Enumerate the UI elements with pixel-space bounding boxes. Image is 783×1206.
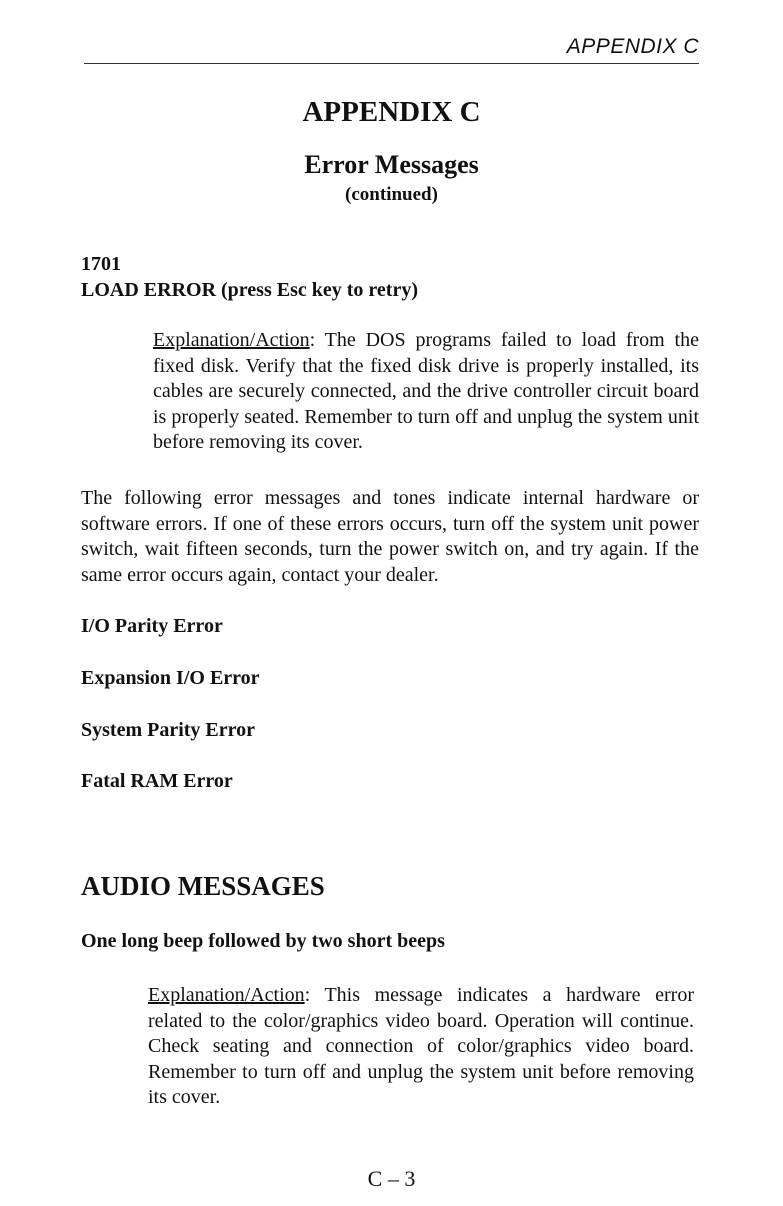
explanation-text: : The DOS programs failed to load from the fixed disk. Verify that the fixed disk drive is properly installed, its cables are securely connected, and the drive controller circuit board is properly seated. Remember to turn off and unplug the system unit before removing its cover. — [153, 329, 699, 453]
error-message: LOAD ERROR (press Esc key to retry) — [81, 279, 419, 301]
explanation-text: : This message indicates a hardware error related to the color/graphics video board. Operation will continue. Check seating and connection of color/graphics video board. Remember to turn off and unplug the system unit before removing its cover. — [148, 984, 694, 1108]
intro-paragraph: The following error messages and tones indicate internal hardware or software errors. If one of these errors occurs, turn off the system unit power switch, wait fifteen seconds, turn the power switch on, and try again. If the same error occurs again, contact your dealer. — [81, 487, 699, 586]
audio-explanation-paragraph — [148, 983, 694, 1111]
audio-heading: AUDIO MESSAGES — [81, 871, 325, 901]
header-divider — [84, 63, 699, 64]
error-item: Expansion I/O Error — [81, 667, 260, 689]
error-code: 1701 — [81, 253, 121, 275]
explanation-paragraph — [153, 328, 699, 456]
section-subtitle: (continued) — [345, 184, 438, 205]
appendix-title: APPENDIX C — [302, 96, 481, 128]
audio-message: One long beep followed by two short beeps — [81, 930, 445, 952]
error-item: System Parity Error — [81, 719, 256, 741]
running-header: APPENDIX C — [566, 35, 699, 58]
page-number: C – 3 — [367, 1166, 416, 1191]
error-item: Fatal RAM Error — [81, 770, 233, 792]
explanation-label: Explanation/Action — [153, 329, 310, 351]
section-title: Error Messages — [304, 150, 479, 179]
error-item: I/O Parity Error — [81, 615, 223, 637]
explanation-label: Explanation/Action — [148, 984, 305, 1006]
